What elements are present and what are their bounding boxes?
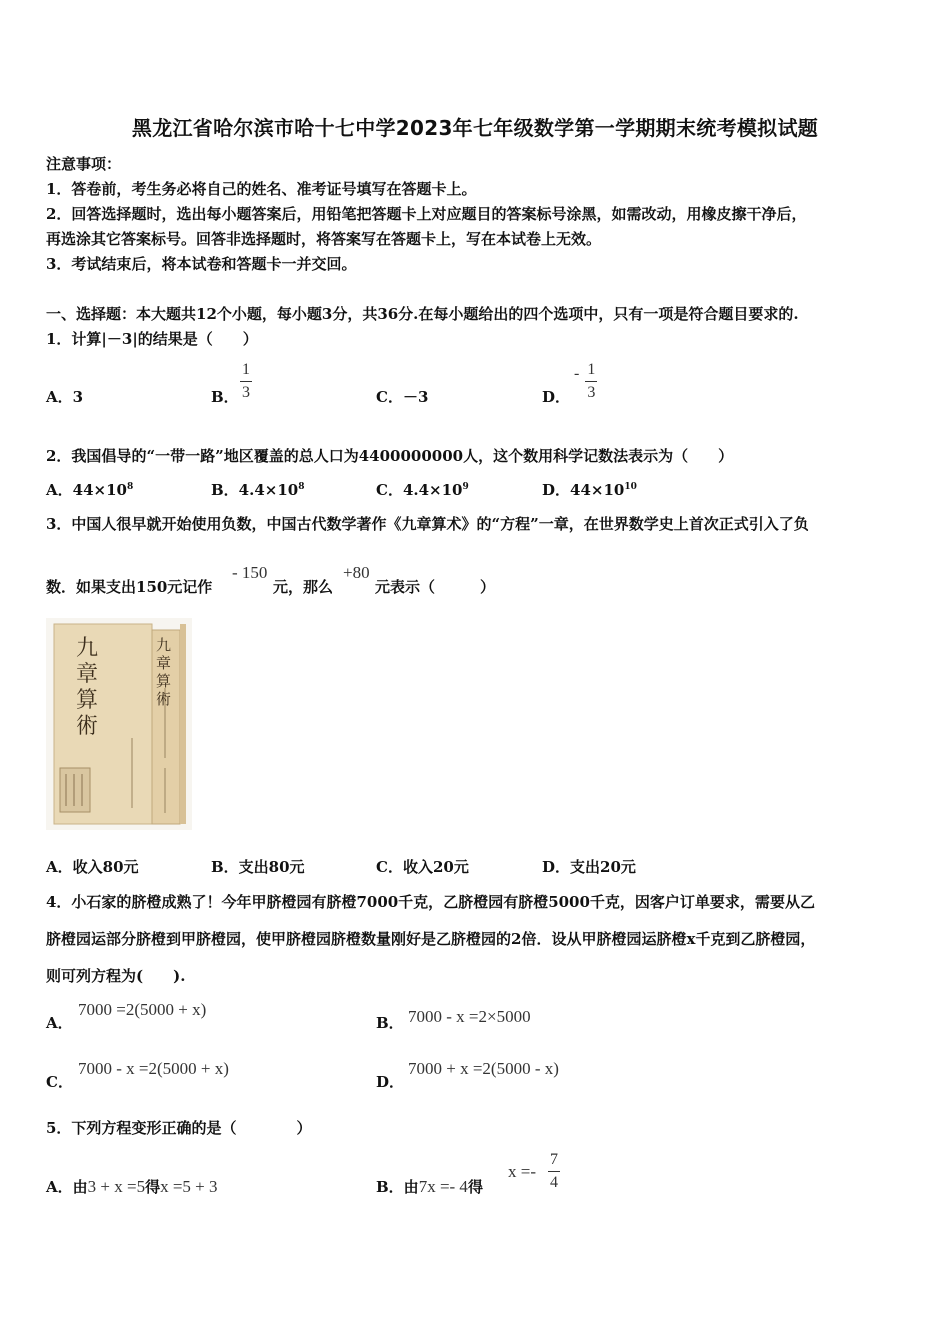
notice-item: 再选涂其它答案标号。回答非选择题时，将答案写在答题卡上，写在本试卷上无效。 [46, 230, 602, 248]
q2-a-base: A．44×10 [46, 481, 127, 499]
q2-option-a [46, 479, 133, 500]
positive-80: +80 [343, 563, 370, 582]
q1-option-d-fraction [574, 361, 597, 402]
fraction-denominator: 3 [242, 384, 250, 401]
q4-option-a-label: A． [46, 1014, 73, 1032]
q2-c-exp: 9 [462, 482, 469, 492]
q5-b-fraction [548, 1151, 560, 1192]
page-title: 黑龙江省哈尔滨市哈十七中学2023年七年级数学第一学期期末统考模拟试题 [131, 116, 819, 140]
q3-option-a: A．收入80元 [46, 858, 139, 876]
notice-item: 2．回答选择题时，选出每小题答案后，用铅笔把答题卡上对应题目的答案标号涂黑，如需改动，用橡皮擦干净后， [46, 205, 807, 223]
q2-c-base: C．4.4×10 [376, 481, 463, 499]
q1-option-b-fraction [240, 361, 252, 402]
question-3-stem-line2c: 元表示（ ） [375, 578, 496, 596]
q2-d-base: D．44×10 [542, 481, 625, 499]
q1-option-a: A．3 [46, 388, 84, 406]
q3-option-c: C．收入20元 [376, 858, 469, 876]
notice-heading: 注意事项： [46, 155, 122, 173]
section-heading: 一、选择题：本大题共12个小题，每小题3分，共36分.在每小题给出的四个选项中，只有一项是符合题目要求的. [46, 305, 799, 323]
negative-150: - 150 [232, 563, 268, 582]
question-2-stem: 2．我国倡导的“一带一路”地区覆盖的总人口为4400000000人，这个数用科学记数法表示为（ ） [46, 447, 734, 465]
fraction-numerator: 1 [587, 361, 596, 378]
q4-option-b-equation: 7000 - x =2×5000 [408, 1007, 531, 1026]
q2-option-c [376, 479, 469, 500]
q5-a-mid: 得 [145, 1178, 161, 1196]
question-3-stem-line2b: 元，那么 [273, 578, 334, 596]
q2-b-base: B．4.4×10 [211, 481, 299, 499]
question-5-stem: 5．下列方程变形正确的是（ ） [46, 1119, 312, 1137]
q5-option-a [46, 1176, 218, 1197]
q1-option-c: C．－3 [376, 388, 429, 406]
q4-option-d-label: D． [376, 1073, 405, 1091]
q5-option-b [376, 1176, 483, 1197]
fraction-numerator: 7 [550, 1151, 558, 1168]
q2-d-exp: 10 [624, 482, 637, 492]
q5-b-lhs: x =- [508, 1162, 536, 1181]
question-4-line2: 脐橙园运部分脐橙到甲脐橙园，使甲脐橙园脐橙数量刚好是乙脐橙园的2倍．设从甲脐橙园运脐橙x千克到乙脐橙园， [46, 930, 816, 948]
q2-option-d [542, 479, 637, 500]
question-4-line3: 则可列方程为( ). [46, 967, 186, 985]
fraction-denominator: 3 [587, 384, 596, 401]
q4-option-c-equation: 7000 - x =2(5000 + x) [78, 1059, 229, 1078]
question-1-stem: 1．计算|－3|的结果是（ ） [46, 330, 258, 348]
book-cover-title: 九章算術 [76, 636, 99, 739]
q3-option-d: D．支出20元 [542, 858, 636, 876]
q3-option-b: B．支出80元 [211, 858, 305, 876]
fraction-numerator: 1 [242, 361, 250, 378]
q5-b-mid: 得 [467, 1178, 483, 1196]
question-4-line1: 4．小石家的脐橙成熟了！今年甲脐橙园有脐橙7000千克，乙脐橙园有脐橙5000千克，因客户订单要求，需要从乙 [46, 893, 815, 911]
notice-item: 3．考试结束后，将本试卷和答题卡一并交回。 [46, 255, 357, 273]
q4-option-d-equation: 7000 + x =2(5000 - x) [408, 1059, 559, 1078]
question-3-stem-line2a: 数．如果支出150元记作 [46, 578, 213, 596]
notice-item: 1．答卷前，考生务必将自己的姓名、准考证号填写在答题卡上。 [46, 180, 477, 198]
book-spine-title: 九章算術 [156, 636, 172, 708]
question-3-stem-line1: 3．中国人很早就开始使用负数，中国古代数学著作《九章算术》的“方程”一章，在世界数学史上首次正式引入了负 [46, 515, 809, 533]
fraction-denominator: 4 [550, 1174, 558, 1191]
q1-option-b [211, 386, 239, 407]
minus-sign: - [574, 364, 580, 382]
q4-option-c-label: C． [46, 1073, 73, 1091]
jiuzhang-suanshu-book-image [46, 618, 192, 830]
q1-option-d-label: D． [542, 388, 571, 406]
q2-b-exp: 8 [298, 482, 305, 492]
q4-option-a-equation: 7000 =2(5000 + x) [78, 1000, 207, 1019]
q5-b-eq1: 7x =- 4 [418, 1177, 468, 1196]
q5-b-label: B．由 [376, 1178, 419, 1196]
q2-option-b [211, 479, 304, 500]
q2-a-exp: 8 [126, 482, 134, 492]
q1-option-b-label: B． [211, 388, 239, 406]
q4-option-b-label: B． [376, 1014, 404, 1032]
q5-a-label: A．由 [46, 1178, 88, 1196]
q5-a-eq1: 3 + x =5 [87, 1177, 146, 1196]
q5-a-eq2: x =5 + 3 [160, 1177, 218, 1196]
